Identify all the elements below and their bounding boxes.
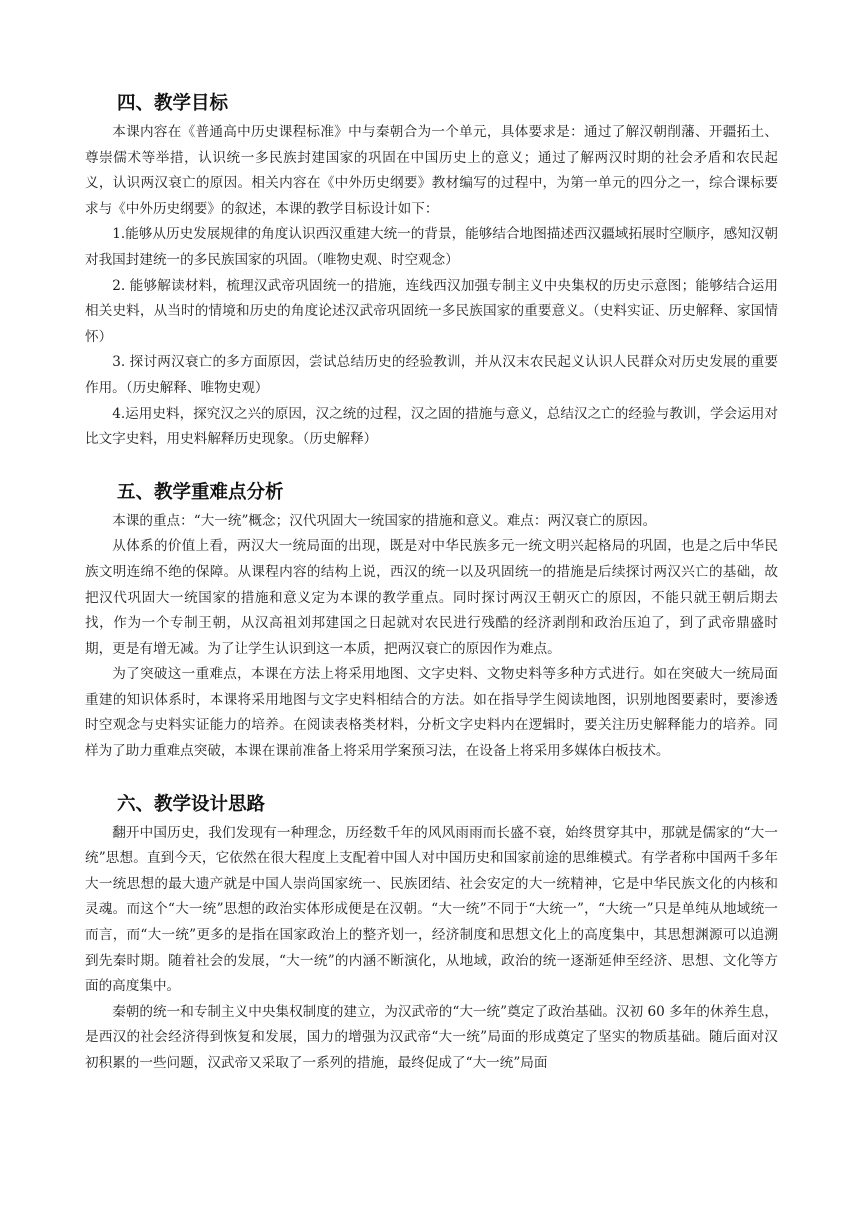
paragraph: 从体系的价值上看，两汉大一统局面的出现，既是对中华民族多元一统文明兴起格局的巩固，也是之后中华民族文明连绵不绝的保障。从课程内容的结构上说，西汉的统一以及巩固统一的措施是后续探讨两汉兴亡的基础，故把汉代巩固大一统国家的措施和意义定为本课的教学重点。同时探讨两汉王朝灭亡的原因，不能只就王朝后期去找，作为一个专制王朝，从汉高祖刘邦建国之日起就对农民进行残酷的经济剥削和政治压迫了，到了武帝鼎盛时期，更是有增无减。为了让学生认识到这一本质，把两汉衰亡的原因作为难点。 <box>85 538 778 657</box>
paragraph: 1.能够从历史发展规律的角度认识西汉重建大统一的背景，能够结合地图描述西汉疆域拓展时空顺序，感知汉朝对我国封建统一的多民族国家的巩固。（唯物史观、时空观念） <box>85 226 778 268</box>
section-teaching-objectives <box>85 90 778 453</box>
paragraph: 秦朝的统一和专制主义中央集权制度的建立，为汉武帝的“大一统”奠定了政治基础。汉初 60 多年的休养生息，是西汉的社会经济得到恢复和发展，国力的增强为汉武帝“大一统”局面的形成奠定了坚实的物质基础。随后面对汉初积累的一些问题，汉武帝又采取了一系列的措施，最终促成了“大一统”局面 <box>85 1003 778 1071</box>
paragraph: 本课内容在《普通高中历史课程标准》中与秦朝合为一个单元，具体要求是：通过了解汉朝削藩、开疆拓土、尊崇儒术等举措，认识统一多民族封建国家的巩固在中国历史上的意义；通过了解两汉时期的社会矛盾和农民起义，认识两汉衰亡的原因。相关内容在《中外历史纲要》教材编写的过程中，为第一单元的四分之一，综合课标要求与《中外历史纲要》的叙述，本课的教学目标设计如下： <box>85 124 778 217</box>
paragraph: 为了突破这一重难点，本课在方法上将采用地图、文字史料、文物史料等多种方式进行。如在突破大一统局面重建的知识体系时，本课将采用地图与文字史料相结合的方法。如在指导学生阅读地图，识别地图要素时，要渗透时空观念与史料实证能力的培养。在阅读表格类材料，分析文字史料内在逻辑时，要关注历史解释能力的培养。同样为了助力重难点突破，本课在课前准备上将采用学案预习法，在设备上将采用多媒体白板技术。 <box>85 666 778 760</box>
paragraph: 4.运用史料，探究汉之兴的原因，汉之统的过程，汉之固的措施与意义，总结汉之亡的经验与教训，学会运用对比文字史料，用史料解释历史现象。（历史解释） <box>85 405 778 448</box>
paragraph: 3. 探讨两汉衰亡的多方面原因，尝试总结历史的经验教训，并从汉末农民起义认识人民群众对历史发展的重要作用。（历史解释、唯物史观） <box>85 354 778 396</box>
paragraph: 2. 能够解读材料，梳理汉武帝巩固统一的措施，连线西汉加强专制主义中央集权的历史示意图；能够结合运用相关史料，从当时的情境和历史的角度论述汉武帝巩固统一多民族国家的重要意义。（史料实证、历史解释、家国情怀） <box>85 277 778 345</box>
section-key-difficult-points <box>85 479 778 765</box>
section-heading: 六、教学设计思路 <box>117 793 266 815</box>
paragraph: 本课的重点：“大一统”概念；汉代巩固大一统国家的措施和意义。难点：两汉衰亡的原因。 <box>112 512 657 529</box>
section-heading: 五、教学重难点分析 <box>117 481 284 503</box>
paragraph: 翻开中国历史，我们发现有一种理念，历经数千年的风风雨雨而长盛不衰，始终贯穿其中，那就是儒家的“大一统”思想。直到今天，它依然在很大程度上支配着中国人对中国历史和国家前途的思维模式。有学者称中国两千多年大一统思想的最大遗产就是中国人崇尚国家统一、民族团结、社会安定的大一统精神，它是中华民族文化的内核和灵魂。而这个“大一统”思想的政治实体形成便是在汉朝。“大一统”不同于“大统一”，“大统一”只是单纯从地域统一而言，而“大一统”更多的是指在国家政治上的整齐划一，经济制度和思想文化上的高度集中，其思想渊源可以追溯到先秦时期。随着社会的发展，“大一统”的内涵不断演化，从地域，政治的统一逐渐延伸至经济、思想、文化等方面的高度集中。 <box>85 824 778 995</box>
section-heading: 四、教学目标 <box>117 93 229 114</box>
section-design-ideas <box>85 791 778 1077</box>
